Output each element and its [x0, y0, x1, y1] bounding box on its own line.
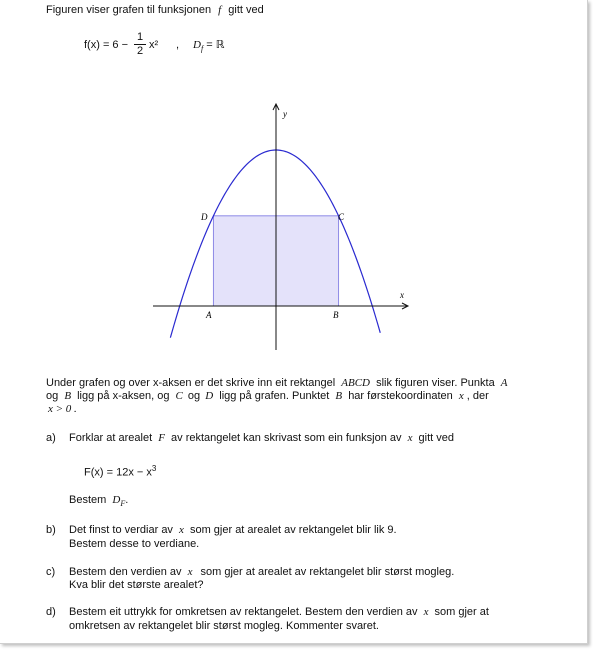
- fraction-denominator: 2: [136, 45, 144, 57]
- intro-text: Figuren viser grafen til funksjonen: [46, 4, 212, 16]
- point-c-label: C: [338, 212, 345, 222]
- task-c-line-2: Kva blir det største arealet?: [69, 579, 204, 591]
- formula-lhs: f(x) = 6 −: [84, 39, 129, 51]
- formula-exponent: 3: [151, 464, 157, 473]
- point-d-label: D: [201, 212, 208, 222]
- point-var: C: [175, 390, 183, 402]
- intro-end: gitt ved: [228, 4, 264, 16]
- point-var: B: [335, 390, 343, 402]
- task-text: som gjer at arealet av rektangelet blir lik 9.: [189, 524, 397, 536]
- task-text: som gjer at arealet av rektangelet blir størst mogleg.: [200, 566, 455, 578]
- paragraph-text: Under grafen og over x-aksen er det skrive inn eit rektangel: [46, 377, 336, 389]
- paragraph-text: , der: [466, 390, 489, 402]
- task-d-line-2: omkretsen av rektangelet blir størst mogleg. Kommenter svaret.: [69, 620, 379, 632]
- task-d-label: d): [46, 606, 56, 618]
- task-text: av rektangelet kan skrivast som ein funksjon av: [171, 432, 402, 444]
- formula-rhs: x²: [149, 39, 159, 51]
- paragraph-line-3: x > 0 .: [48, 403, 77, 415]
- x-var: x: [458, 390, 464, 402]
- task-b-label: b): [46, 524, 56, 536]
- paragraph-text: og: [46, 390, 59, 402]
- task-text: Bestem eit uttrykk for omkretsen av rektangelet. Bestem den verdien av: [69, 606, 418, 618]
- task-d-line-1: [69, 605, 489, 619]
- task-text: .: [125, 494, 129, 506]
- paragraph-line-2: [46, 389, 489, 403]
- paragraph-text: har førstekoordinaten: [348, 390, 453, 402]
- x-var: x: [187, 566, 193, 578]
- domain-rhs: = ℝ: [206, 39, 225, 51]
- domain-subscript: f: [200, 44, 204, 54]
- task-c-label: c): [46, 566, 56, 578]
- paragraph-text: ligg på grafen. Punktet: [219, 390, 330, 402]
- task-text: Det finst to verdiar av: [69, 524, 173, 536]
- x-var: x: [407, 432, 413, 444]
- task-text: Forklar at arealet: [69, 432, 153, 444]
- area-var: F: [158, 432, 165, 444]
- task-b-line-2: Bestem desse to verdiane.: [69, 538, 200, 550]
- y-axis-label: y: [283, 109, 287, 119]
- point-a-label: A: [206, 310, 212, 320]
- x-axis-label: x: [400, 290, 404, 300]
- task-a-formula: [84, 462, 156, 480]
- paragraph-line-1: [46, 376, 508, 390]
- point-b-label: B: [333, 310, 339, 320]
- intro-var: f: [218, 4, 222, 16]
- point-var: A: [500, 377, 508, 389]
- task-b-line-1: [69, 523, 397, 537]
- task-a-determine: [69, 493, 128, 511]
- point-var: B: [64, 390, 72, 402]
- task-text: gitt ved: [418, 432, 455, 444]
- formula-separator: ,: [176, 39, 180, 51]
- task-c-line-1: [69, 565, 454, 579]
- task-text: Bestem den verdien av: [69, 566, 182, 578]
- paragraph-text: ligg på x-aksen, og: [77, 390, 170, 402]
- task-a-label: a): [46, 432, 56, 444]
- domain-symbol: D: [112, 494, 121, 506]
- x-var: x: [423, 606, 429, 618]
- rectangle-name: ABCD: [341, 377, 371, 389]
- task-text: Bestem: [69, 494, 107, 506]
- task-a-line: [69, 431, 454, 445]
- fraction-numerator: 1: [136, 31, 144, 43]
- point-var: D: [205, 390, 214, 402]
- domain-symbol: D: [193, 39, 201, 51]
- domain-subscript: F: [120, 499, 126, 509]
- paragraph-text: slik figuren viser. Punkta: [376, 377, 495, 389]
- paragraph-text: og: [187, 390, 201, 402]
- task-text: som gjer at: [434, 606, 489, 618]
- x-var: x: [179, 524, 184, 536]
- area-formula: F(x) = 12x − x: [84, 466, 152, 479]
